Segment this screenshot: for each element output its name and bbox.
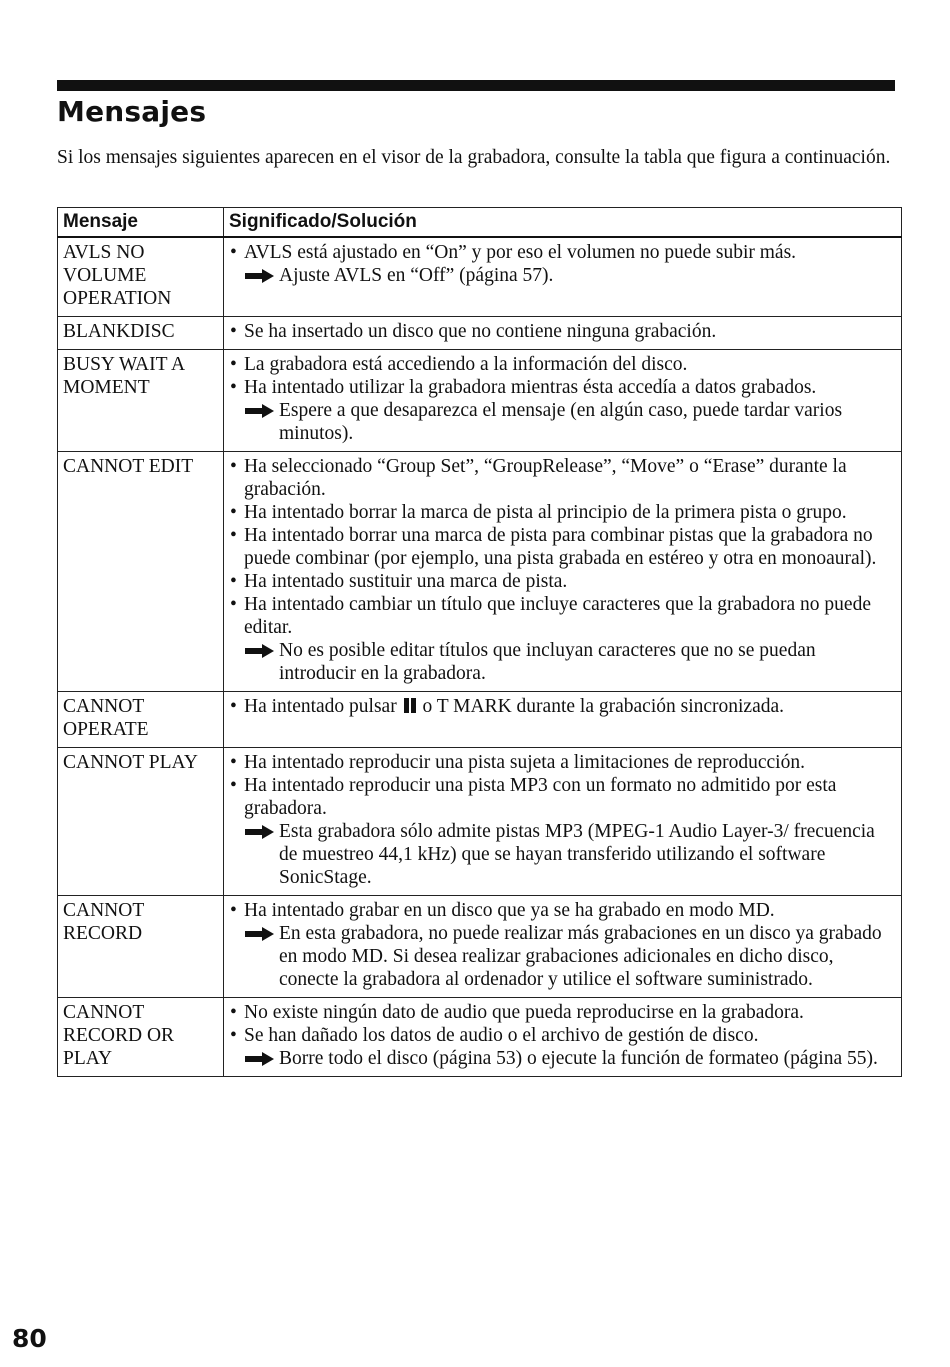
bullet-text: AVLS está ajustado en “On” y por eso el volumen no puede subir más. (244, 242, 797, 263)
message-cell: BUSY WAIT A MOMENT (58, 350, 224, 452)
solution-text: Espere a que desaparezca el mensaje (en algún caso, puede tardar varios minutos). (279, 400, 843, 444)
message-cell: BLANKDISC (58, 317, 224, 350)
arrow-right-icon (243, 643, 276, 659)
cause-bullet (229, 1001, 897, 1024)
cause-bullet (229, 376, 897, 399)
column-header-message: Mensaje (58, 208, 224, 238)
table-row (58, 237, 902, 317)
bullet-text-after: o T MARK durante la grabación sincronizada. (422, 696, 785, 717)
solution-cell (224, 317, 902, 350)
arrow-right-icon (243, 1051, 276, 1067)
heading-rule (57, 80, 895, 91)
table-row (58, 317, 902, 350)
page-title: Mensajes (57, 95, 207, 128)
cause-bullet (229, 695, 897, 718)
solution-line (229, 922, 897, 991)
table-row (58, 350, 902, 452)
solution-line (229, 1047, 897, 1070)
cause-bullet (229, 774, 897, 820)
bullet-text: Ha intentado sustituir una marca de pista. (244, 571, 568, 592)
table-row (58, 896, 902, 998)
solution-text: No es posible editar títulos que incluyan caracteres que no se puedan introducir en la grabadora. (279, 640, 816, 684)
bullet-text: Ha intentado utilizar la grabadora mientras ésta accedía a datos grabados. (244, 377, 817, 398)
message-cell: CANNOT RECORD (58, 896, 224, 998)
bullet-text: Se ha insertado un disco que no contiene ninguna grabación. (244, 321, 717, 342)
arrow-right-icon (243, 926, 276, 942)
solution-text: Borre todo el disco (página 53) o ejecute la función de formateo (página 55). (279, 1048, 878, 1069)
bullet-text: Ha intentado reproducir una pista MP3 con un formato no admitido por esta grabadora. (244, 775, 837, 819)
arrow-right-icon (243, 403, 276, 419)
message-cell: CANNOT RECORD OR PLAY (58, 998, 224, 1077)
table-row (58, 998, 902, 1077)
cause-bullet (229, 524, 897, 570)
solution-line (229, 820, 897, 889)
solution-line (229, 399, 897, 445)
cause-bullet (229, 1024, 897, 1047)
solution-cell (224, 452, 902, 692)
table-row (58, 452, 902, 692)
bullet-text: No existe ningún dato de audio que pueda reproducirse en la grabadora. (244, 1002, 804, 1023)
bullet-text: La grabadora está accediendo a la información del disco. (244, 354, 688, 375)
solution-cell (224, 896, 902, 998)
arrow-right-icon (243, 268, 276, 284)
cause-bullet (229, 501, 897, 524)
messages-table (57, 207, 902, 1077)
bullet-text: Ha intentado reproducir una pista sujeta a limitaciones de reproducción. (244, 752, 805, 773)
cause-bullet (229, 751, 897, 774)
table-row (58, 748, 902, 896)
cause-bullet (229, 241, 897, 264)
solution-cell (224, 692, 902, 748)
solution-cell (224, 237, 902, 317)
solution-text: En esta grabadora, no puede realizar más grabaciones en un disco ya grabado en modo MD. Si desea realizar grabaciones adicionales en dicho disco, conecte la grabadora al ordenador y utilice el software suministrado. (279, 923, 882, 990)
bullet-text: Ha intentado pulsar (244, 696, 397, 717)
bullet-text: Ha seleccionado “Group Set”, “GroupRelease”, “Move” o “Erase” durante la grabación. (244, 456, 847, 500)
bullet-text: Ha intentado borrar una marca de pista para combinar pistas que la grabadora no puede combinar (por ejemplo, una pista grabada en estéreo y otra en monoaural). (244, 525, 877, 569)
cause-bullet (229, 593, 897, 639)
solution-cell (224, 748, 902, 896)
message-cell: AVLS NO VOLUME OPERATION (58, 237, 224, 317)
bullet-text: Ha intentado borrar la marca de pista al principio de la primera pista o grupo. (244, 502, 847, 523)
cause-bullet (229, 455, 897, 501)
bullet-text: Se han dañado los datos de audio o el archivo de gestión de disco. (244, 1025, 759, 1046)
pause-icon (402, 698, 418, 713)
cause-bullet (229, 899, 897, 922)
table-body (58, 237, 902, 1077)
solution-cell (224, 998, 902, 1077)
message-cell: CANNOT EDIT (58, 452, 224, 692)
message-cell: CANNOT OPERATE (58, 692, 224, 748)
column-header-solution: Significado/Solución (224, 208, 902, 238)
page-number: 80 (12, 1324, 47, 1353)
bullet-text: Ha intentado cambiar un título que incluye caracteres que la grabadora no puede editar. (244, 594, 871, 638)
bullet-text: Ha intentado grabar en un disco que ya se ha grabado en modo MD. (244, 900, 775, 921)
cause-bullet (229, 320, 897, 343)
cause-bullet (229, 353, 897, 376)
cause-bullet (229, 570, 897, 593)
intro-paragraph: Si los mensajes siguientes aparecen en el visor de la grabadora, consulte la tabla que figura a continuación. (57, 147, 891, 168)
solution-cell (224, 350, 902, 452)
solution-line (229, 264, 897, 287)
solution-text: Ajuste AVLS en “Off” (página 57). (279, 265, 554, 286)
message-cell: CANNOT PLAY (58, 748, 224, 896)
arrow-right-icon (243, 824, 276, 840)
table-row (58, 692, 902, 748)
solution-text: Esta grabadora sólo admite pistas MP3 (MPEG-1 Audio Layer-3/ frecuencia de muestreo 44,1 kHz) que se hayan transferido utilizando el software SonicStage. (279, 821, 875, 888)
table-header-row (58, 208, 902, 238)
solution-line (229, 639, 897, 685)
